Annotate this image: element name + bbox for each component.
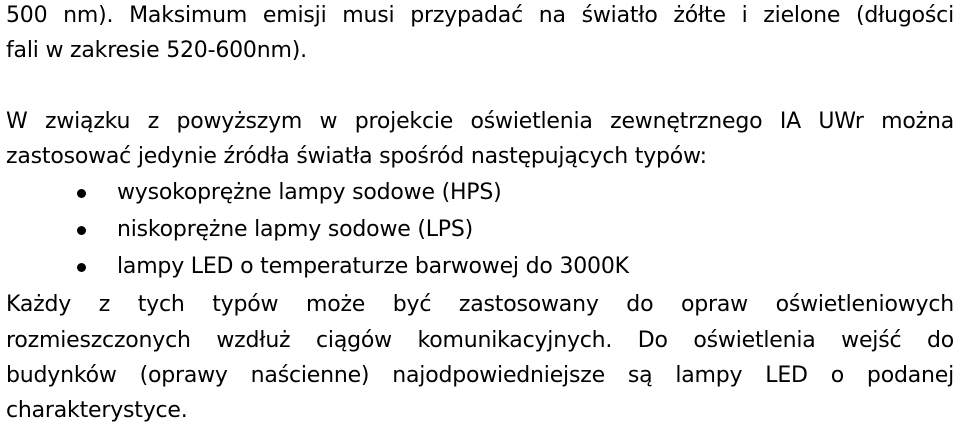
- bullet-item-text: lampy LED o temperaturze barwowej do 3000K: [117, 254, 629, 279]
- document-page: [6, 0, 959, 435]
- bullet-icon: [77, 263, 86, 272]
- paragraph-3-line-1: Każdy z tych typów może być zastosowany do opraw oświetleniowych: [6, 292, 954, 317]
- paragraph-2-line-1: W związku z powyższym w projekcie oświetlenia zewnętrznego IA UWr można: [6, 109, 954, 134]
- bullet-icon: [77, 189, 86, 198]
- bullet-icon: [77, 226, 86, 235]
- paragraph-1-line-2: fali w zakresie 520-600nm).: [6, 38, 307, 63]
- paragraph-1-line-1: 500 nm). Maksimum emisji musi przypadać na światło żółte i zielone (długości: [6, 3, 954, 28]
- bullet-item-text: niskoprężne lapmy sodowe (LPS): [117, 217, 474, 242]
- paragraph-3-line-3: budynków (oprawy naścienne) najodpowiedniejsze są lampy LED o podanej: [6, 363, 954, 388]
- bullet-item-text: wysokoprężne lampy sodowe (HPS): [117, 180, 502, 205]
- paragraph-2-line-2: zastosować jedynie źródła światła spośród następujących typów:: [6, 144, 707, 169]
- paragraph-3-line-2: rozmieszczonych wzdłuż ciągów komunikacyjnych. Do oświetlenia wejść do: [6, 328, 954, 353]
- paragraph-3-line-4: charakterystyce.: [6, 398, 188, 423]
